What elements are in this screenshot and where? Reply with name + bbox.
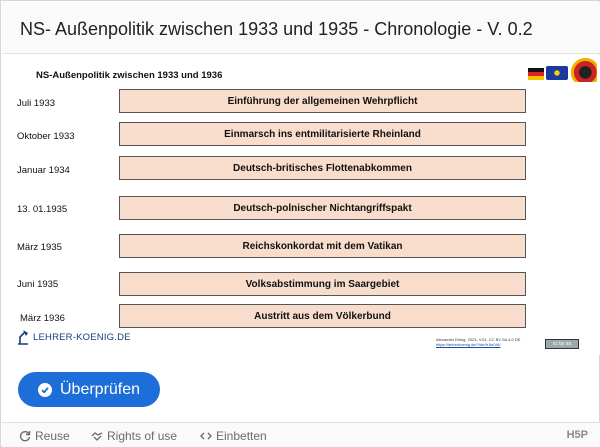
reuse-icon <box>19 430 31 442</box>
credit-link[interactable]: https://lehrerkoenig.de/?/de/fr.5d/V6/ <box>436 342 501 347</box>
lehrer-koenig-logo <box>16 328 131 346</box>
event-dropzone[interactable]: Einführung der allgemeinen Wehrpflicht <box>119 89 526 113</box>
flags-graphic <box>528 58 598 82</box>
footer-bar <box>2 422 600 447</box>
rights-of-use-button[interactable] <box>91 429 177 443</box>
logo-text: LEHRER-KOENIG.DE <box>33 331 131 343</box>
rights-of-use-label: Rights of use <box>107 429 178 443</box>
eu-flag-icon <box>546 66 568 80</box>
date-label: Juni 1935 <box>17 279 59 290</box>
date-label: Januar 1934 <box>17 165 70 176</box>
event-dropzone[interactable]: Deutsch-polnischer Nichtangriffspakt <box>119 196 526 220</box>
date-label: Oktober 1933 <box>17 131 75 142</box>
event-dropzone[interactable]: Deutsch-britisches Flottenabkommen <box>119 156 526 180</box>
german-flag-icon <box>528 68 544 80</box>
check-icon <box>38 383 52 397</box>
desk-lamp-icon <box>16 329 30 345</box>
chronology-stage <box>2 55 600 355</box>
cc-license-badge[interactable]: cc by sa <box>545 339 579 349</box>
title-bar <box>2 2 600 54</box>
date-label: 13. 01.1935 <box>17 204 68 215</box>
check-button-label: Überprüfen <box>60 380 141 398</box>
handshake-icon <box>91 430 103 442</box>
date-label: Juli 1933 <box>17 98 56 109</box>
embed-button[interactable] <box>200 429 267 443</box>
date-label: März 1935 <box>17 242 62 253</box>
event-dropzone[interactable]: Reichskonkordat mit dem Vatikan <box>119 234 526 258</box>
check-button[interactable] <box>18 372 160 407</box>
reuse-button[interactable] <box>19 429 70 443</box>
credit-author: Alexander König, 2023, V.01, CC BY-SA 4.0 DE <box>436 337 521 342</box>
page-title: NS- Außenpolitik zwischen 1933 und 1935 - Chronologie - V. 0.2 <box>20 19 533 39</box>
credit-text <box>436 337 536 347</box>
reuse-label: Reuse <box>35 429 70 443</box>
code-icon <box>200 430 212 442</box>
event-dropzone[interactable]: Volksabstimmung im Saargebiet <box>119 272 526 296</box>
embed-label: Einbetten <box>216 429 267 443</box>
event-dropzone[interactable]: Austritt aus dem Völkerbund <box>119 304 526 328</box>
decorative-swirl-icon <box>571 58 597 82</box>
h5p-logo[interactable]: H5P <box>566 429 588 441</box>
event-dropzone[interactable]: Einmarsch ins entmilitarisierte Rheinland <box>119 122 526 146</box>
date-label: März 1936 <box>20 313 65 324</box>
chronology-subtitle: NS-Außenpolitik zwischen 1933 und 1936 <box>36 70 223 81</box>
